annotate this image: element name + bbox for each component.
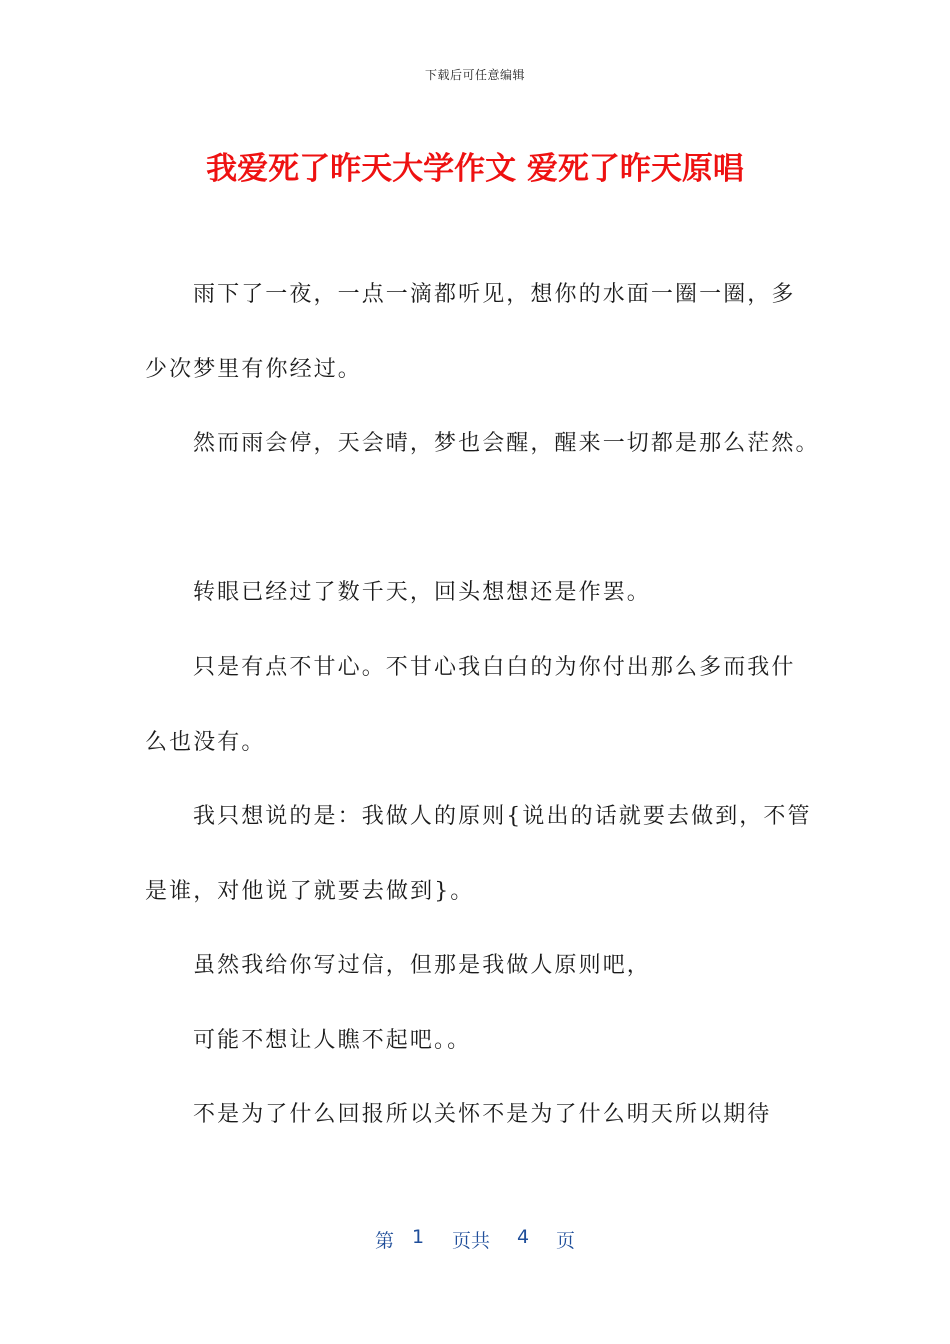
body-line: 我只想说的是：我做人的原则{说出的话就要去做到，不管: [193, 804, 812, 829]
body-line: 少次梦里有你经过。: [145, 357, 362, 382]
body-line: 雨下了一夜，一点一滴都听见，想你的水面一圈一圈，多: [193, 282, 796, 307]
footer-label-end: 页: [556, 1230, 576, 1252]
body-line: 可能不想让人瞧不起吧。。: [193, 1028, 472, 1053]
body-line: 虽然我给你写过信，但那是我做人原则吧，: [193, 953, 651, 978]
page-footer: [0, 1226, 950, 1254]
footer-label-page: 第: [375, 1230, 395, 1252]
body-line: 么也没有。: [145, 730, 266, 755]
document-title: 我爱死了昨天大学作文 爱死了昨天原唱: [206, 151, 744, 187]
footer-label-total: 页共: [452, 1230, 491, 1252]
body-line: 只是有点不甘心。不甘心我白白的为你付出那么多而我什: [193, 655, 796, 680]
body-line: 转眼已经过了数千天，回头想想还是作罢。: [193, 580, 651, 605]
header-note: 下载后可任意编辑: [424, 68, 525, 82]
body-line: 不是为了什么回报所以关怀不是为了什么明天所以期待: [193, 1102, 772, 1127]
footer-current-page: 1: [412, 1226, 425, 1248]
body-line: 然而雨会停，天会晴，梦也会醒，醒来一切都是那么茫然。: [193, 431, 820, 456]
body-line: 是谁，对他说了就要去做到}。: [145, 879, 475, 904]
footer-total-pages: 4: [517, 1226, 530, 1248]
